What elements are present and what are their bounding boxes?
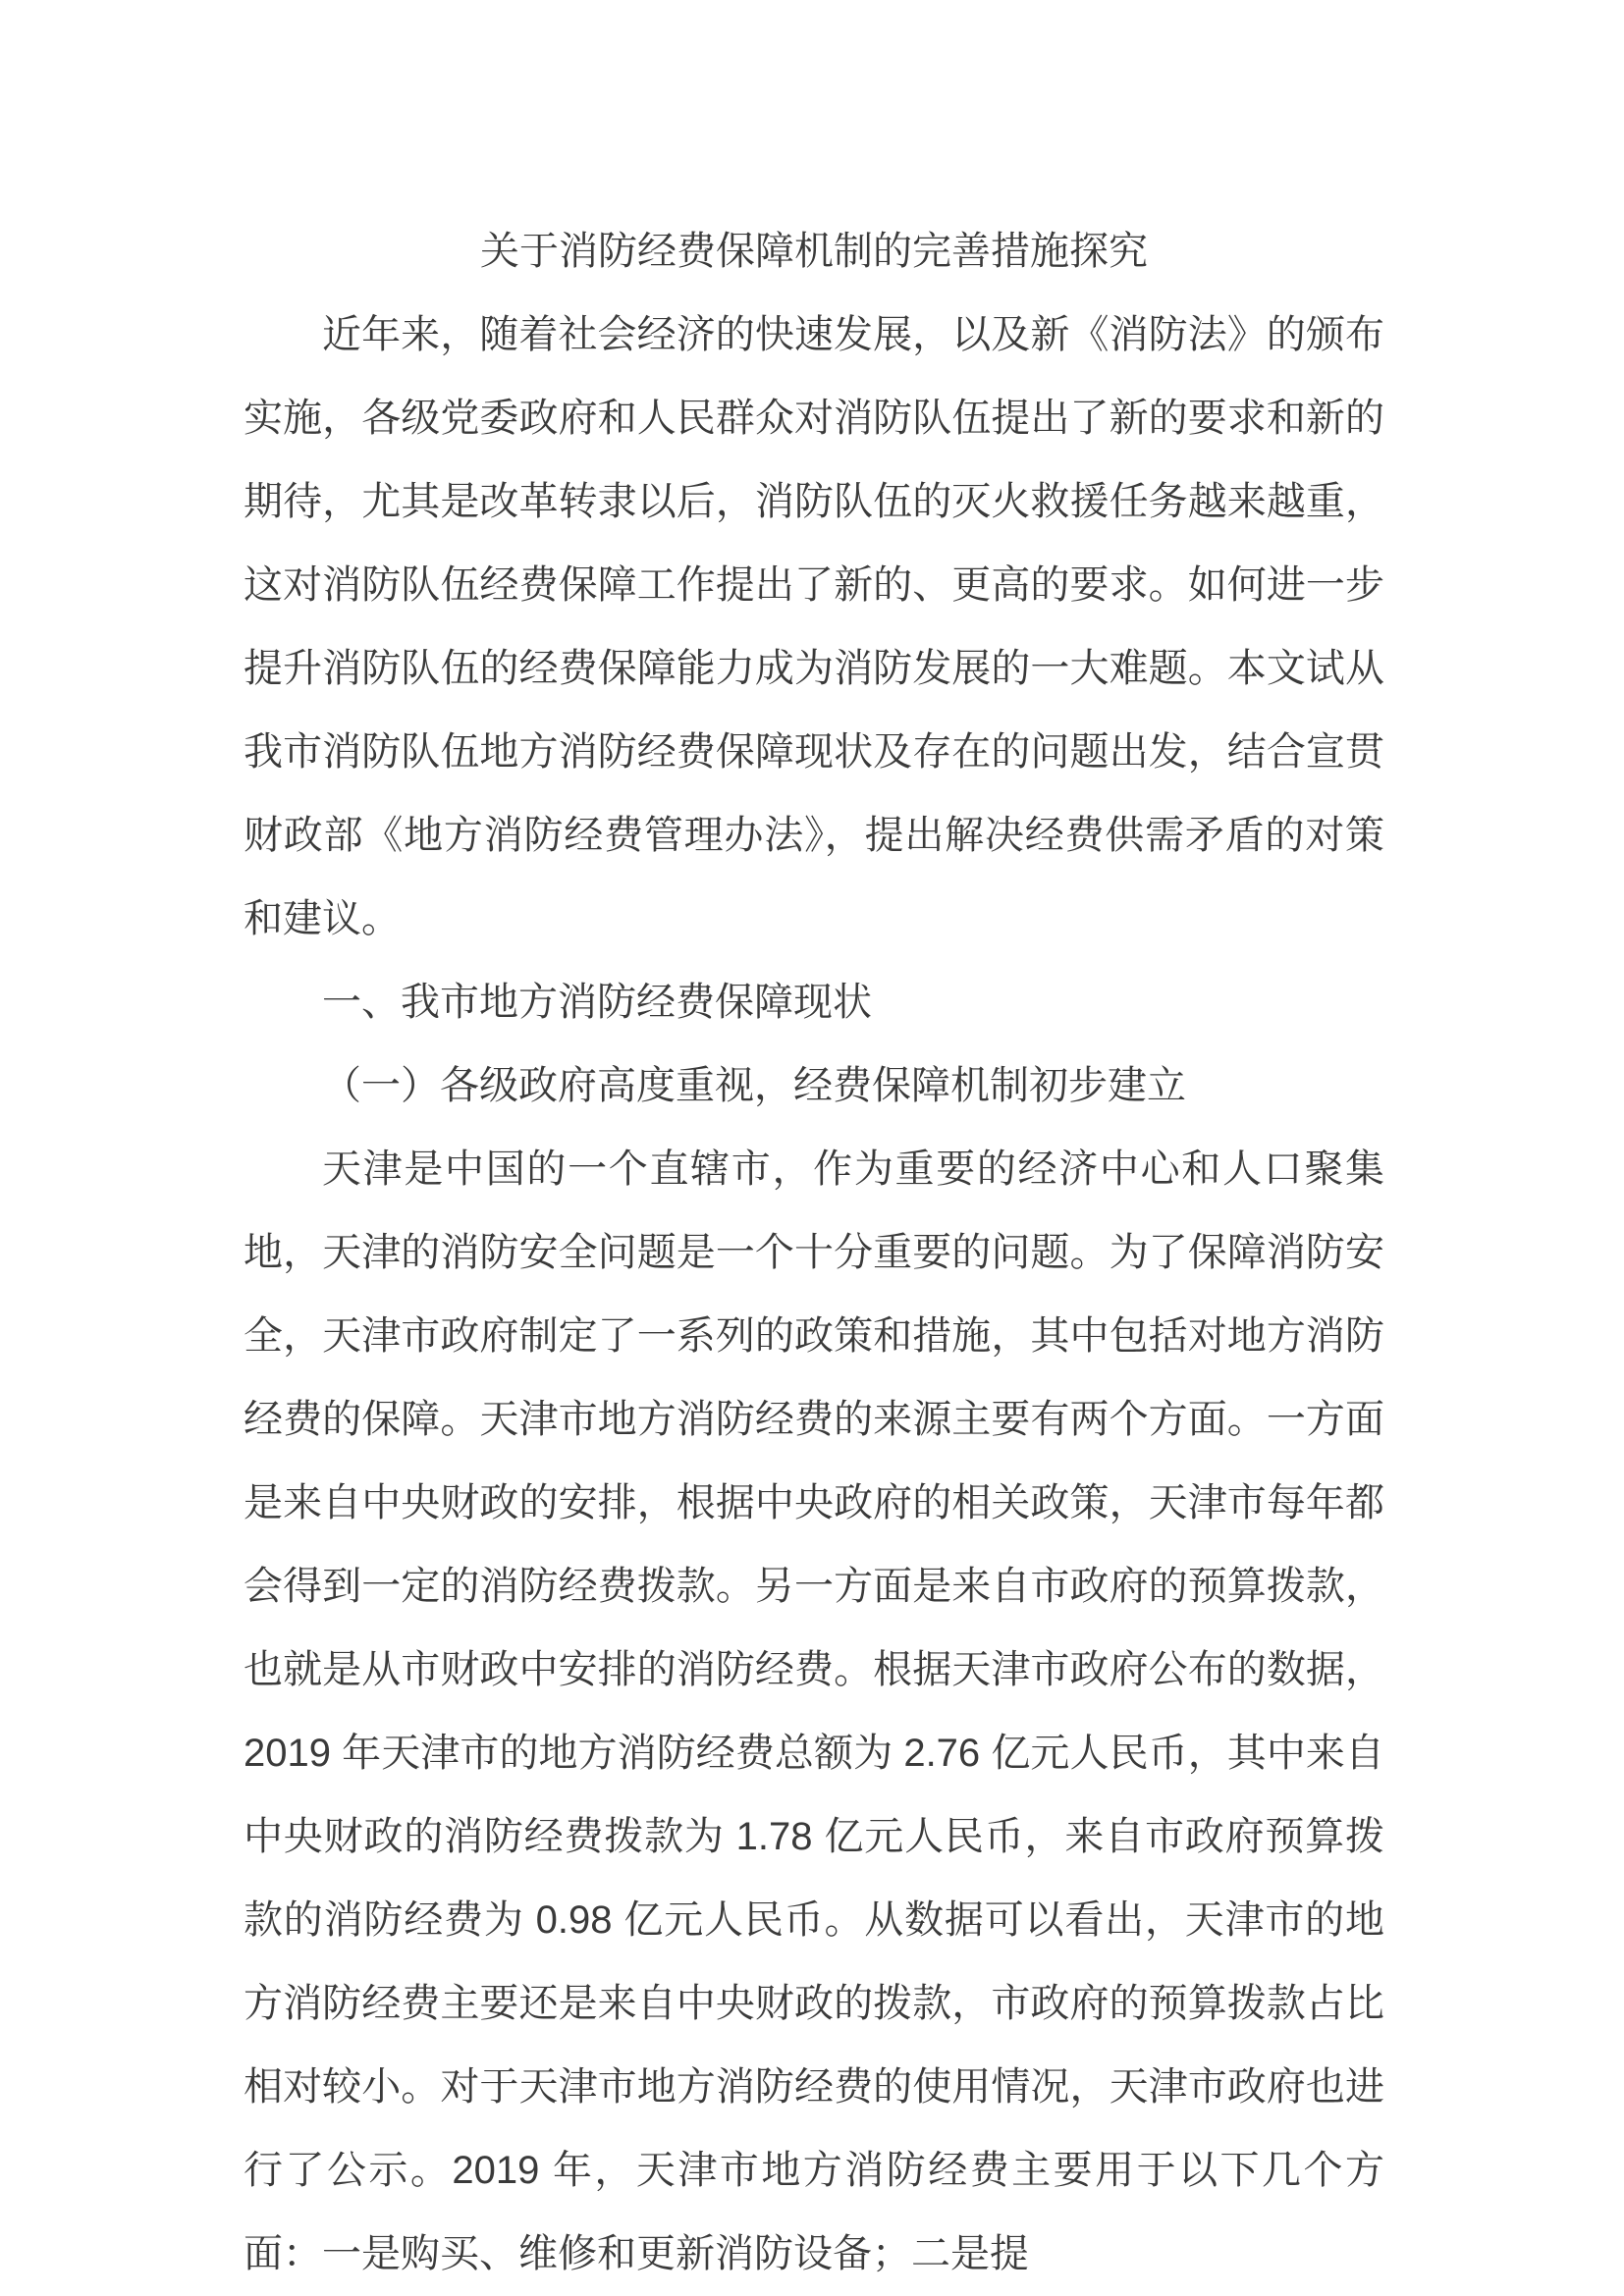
document-title: 关于消防经费保障机制的完善措施探究: [480, 230, 1148, 273]
intro-paragraph: 近年来，随着社会经济的快速发展，以及新《消防法》的颁布实施，各级党委政府和人民群众对消防队伍提出了新的要求和新的期待，尤其是改革转隶以后，消防队伍的灭火救援任务越来越重，这对消防队伍经费保障工作提出了新的、更高的要求。如何进一步提升消防队伍的经费保障能力成为消防发展的一大难题。本文试从我市消防队伍地方消防经费保障现状及存在的问题出发，结合宣贯财政部《地方消防经费管理办法》，提出解决经费供需矛盾的对策和建议。: [244, 313, 1384, 940]
subsection-1-heading: （一）各级政府高度重视，经费保障机制初步建立: [322, 1064, 1186, 1107]
section-1-body-paragraph: 天津是中国的一个直辖市，作为重要的经济中心和人口聚集地，天津的消防安全问题是一个十分重要的问题。为了保障消防安全，天津市政府制定了一系列的政策和措施，其中包括对地方消防经费的保障。天津市地方消防经费的来源主要有两个方面。一方面是来自中央财政的安排，根据中央政府的相关政策，天津市每年都会得到一定的消防经费拨款。另一方面是来自市政府的预算拨款，也就是从市财政中安排的消防经费。根据天津市政府公布的数据，2019 年天津市的地方消防经费总额为 2.76 亿元人民币，其中来自中央财政的消防经费拨款为 1.78 亿元人民币，来自市政府预算拨款的消防经费为 0.98 亿元人民币。从数据可以看出，天津市的地方消防经费主要还是来自中央财政的拨款，市政府的预算拨款占比相对较小。对于天津市地方消防经费的使用情况，天津市政府也进行了公示。2019 年，天津市地方消防经费主要用于以下几个方面：一是购买、维修和更新消防设备；二是提: [244, 1148, 1384, 2275]
section-1-heading: 一、我市地方消防经费保障现状: [322, 981, 872, 1024]
